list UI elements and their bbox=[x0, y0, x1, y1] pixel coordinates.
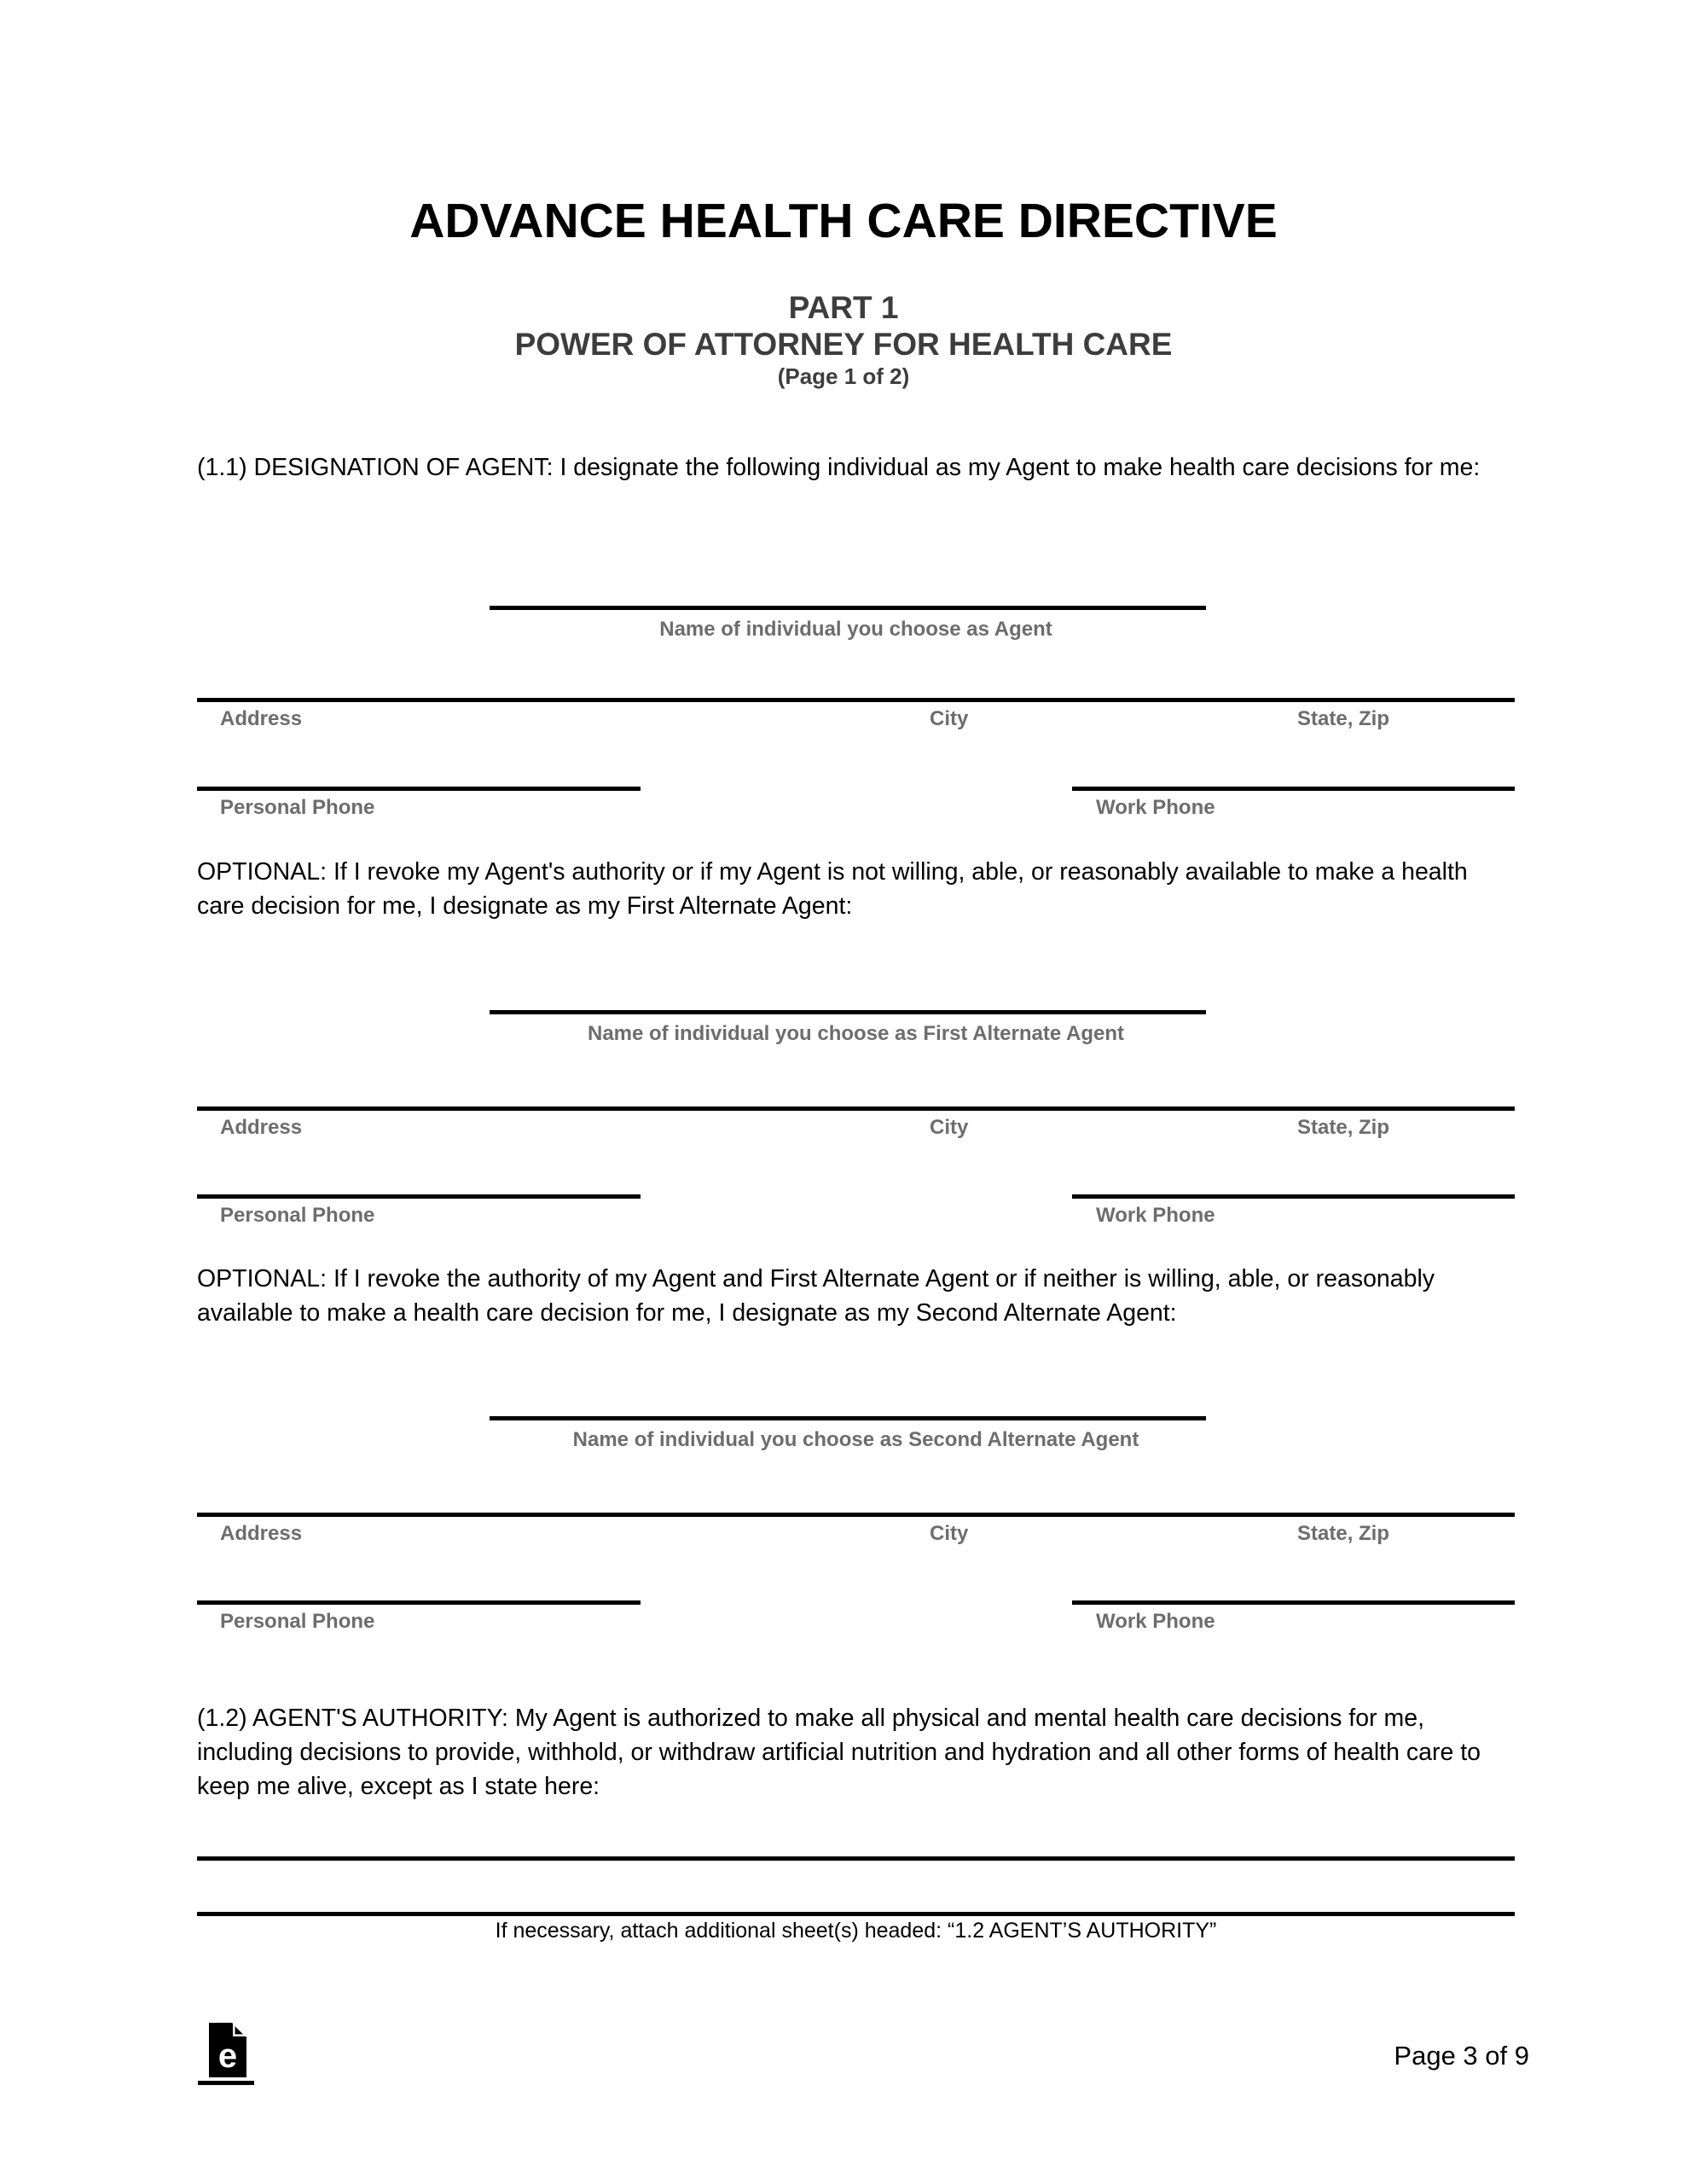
agent3-name-field[interactable] bbox=[490, 1416, 1206, 1420]
agent3-address-label: Address bbox=[220, 1522, 303, 1545]
authority-writein-line-2[interactable] bbox=[197, 1912, 1515, 1916]
agent1-statezip-label: State, Zip bbox=[1297, 707, 1390, 730]
logo-underline bbox=[198, 2081, 254, 2085]
agent2-personal-phone-label: Personal Phone bbox=[220, 1204, 375, 1227]
agent3-personal-phone-field[interactable] bbox=[197, 1600, 641, 1605]
authority-note: If necessary, attach additional sheet(s) headed: “1.2 AGENT’S AUTHORITY” bbox=[495, 1919, 1217, 1943]
page-title: ADVANCE HEALTH CARE DIRECTIVE bbox=[409, 194, 1278, 248]
agent3-city-label: City bbox=[930, 1522, 969, 1545]
agent1-work-phone-label: Work Phone bbox=[1096, 796, 1215, 819]
agent3-personal-phone-label: Personal Phone bbox=[220, 1610, 375, 1633]
agent1-address-field[interactable] bbox=[197, 698, 1515, 702]
agent2-name-field[interactable] bbox=[490, 1010, 1206, 1014]
agent1-personal-phone-label: Personal Phone bbox=[220, 796, 375, 819]
agent2-name-caption: Name of individual you choose as First Alternate Agent bbox=[587, 1022, 1124, 1045]
agent1-address-label: Address bbox=[220, 707, 303, 730]
agent2-work-phone-label: Work Phone bbox=[1096, 1204, 1215, 1227]
agent2-work-phone-field[interactable] bbox=[1072, 1194, 1515, 1199]
agent3-address-field[interactable] bbox=[197, 1513, 1515, 1517]
agent3-work-phone-field[interactable] bbox=[1072, 1600, 1515, 1605]
authority-writein-line-1[interactable] bbox=[197, 1856, 1515, 1861]
agent2-address-field[interactable] bbox=[197, 1107, 1515, 1111]
logo-letter: e bbox=[217, 2037, 238, 2075]
subtitle-heading: POWER OF ATTORNEY FOR HEALTH CARE bbox=[514, 327, 1173, 362]
agent3-name-caption: Name of individual you choose as Second Alternate Agent bbox=[572, 1428, 1139, 1451]
agent3-statezip-label: State, Zip bbox=[1297, 1522, 1390, 1545]
second-alternate-intro: OPTIONAL: If I revoke the authority of my Agent and First Alternate Agent or if neither is willing, able, or reasonably available to make a health care decision for me, I designate as my Second Alternate Agent: bbox=[197, 1265, 1435, 1327]
page-indicator: Page 3 of 9 bbox=[1394, 2041, 1529, 2071]
agent1-work-phone-field[interactable] bbox=[1072, 787, 1515, 791]
agent2-personal-phone-field[interactable] bbox=[197, 1194, 641, 1199]
agent2-city-label: City bbox=[930, 1116, 969, 1139]
agent1-name-caption: Name of individual you choose as Agent bbox=[659, 618, 1052, 641]
authority-paragraph: (1.2) AGENT'S AUTHORITY: My Agent is authorized to make all physical and mental health care decisions for me, including decisions to provide, withhold, or withdraw artificial nutrition and hydration and all other forms of health care to keep me alive, except as I state here: bbox=[197, 1705, 1481, 1800]
agent2-address-label: Address bbox=[220, 1116, 303, 1139]
agent2-statezip-label: State, Zip bbox=[1297, 1116, 1390, 1139]
first-alternate-intro: OPTIONAL: If I revoke my Agent's authority or if my Agent is not willing, able, or reasonably available to make a health care decision for me, I designate as my First Alternate Agent: bbox=[197, 858, 1468, 920]
agent1-name-field[interactable] bbox=[490, 606, 1206, 610]
eforms-logo bbox=[198, 2023, 254, 2086]
agent3-work-phone-label: Work Phone bbox=[1096, 1610, 1215, 1633]
designation-paragraph: (1.1) DESIGNATION OF AGENT: I designate the following individual as my Agent to make health care decisions for me: bbox=[197, 454, 1481, 481]
part-heading: PART 1 bbox=[788, 290, 899, 325]
agent1-city-label: City bbox=[930, 707, 969, 730]
agent1-personal-phone-field[interactable] bbox=[197, 787, 641, 791]
page-count-note: (Page 1 of 2) bbox=[777, 363, 910, 389]
